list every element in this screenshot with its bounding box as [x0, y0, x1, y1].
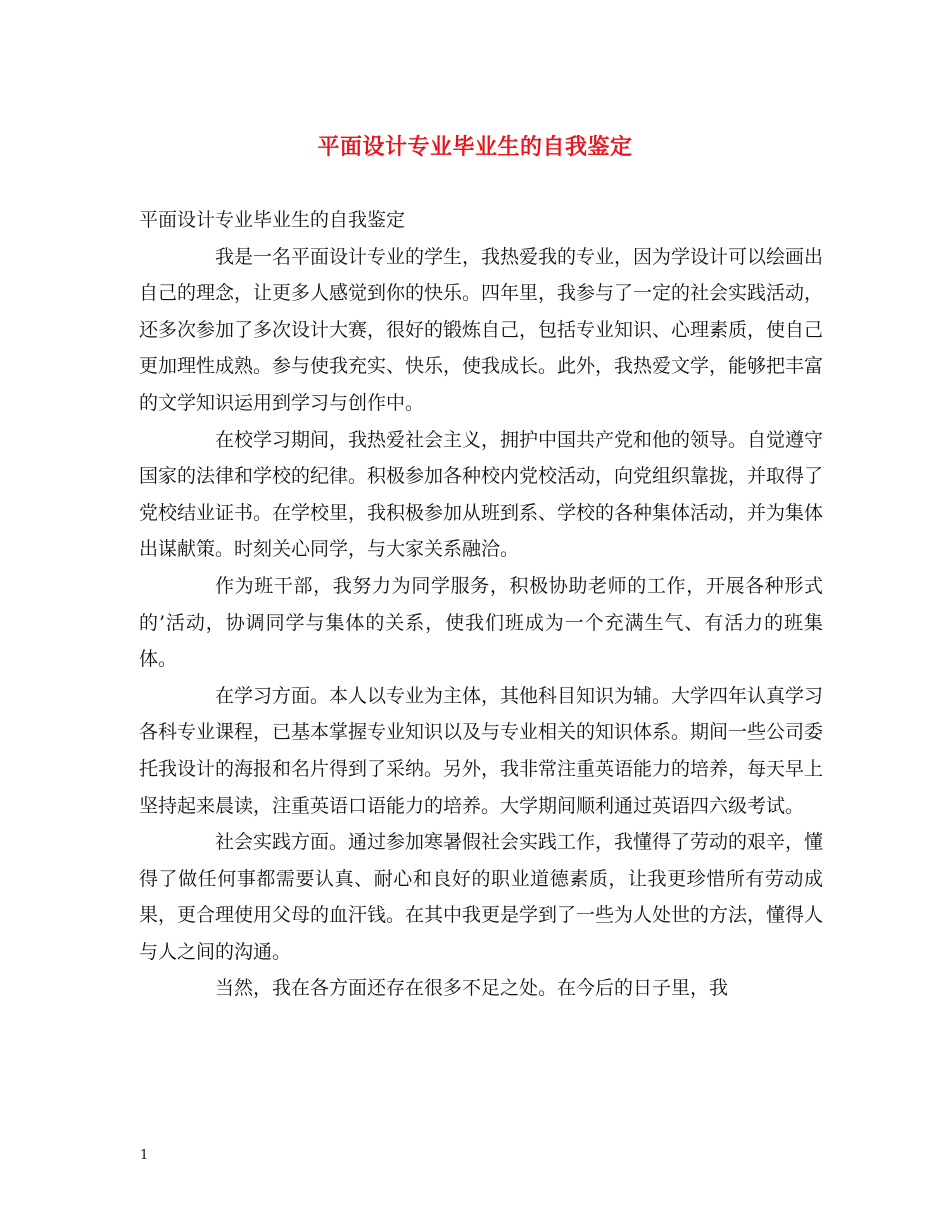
paragraph: 社会实践方面。通过参加寒暑假社会实践工作，我懂得了劳动的艰辛，懂得了做任何事都需要认真、耐心和良好的职业道德素质，让我更珍惜所有劳动成果，更合理使用父母的血汗钱。在其中我更是学到了一些为人处世的方法，懂得人与人之间的沟通。 — [139, 831, 824, 963]
paragraph: 我是一名平面设计专业的学生，我热爱我的专业，因为学设计可以绘画出自己的理念，让更多人感觉到你的快乐。四年里，我参与了一定的社会实践活动，还多次参加了多次设计大赛，很好的锻炼自己，包括专业知识、心理素质，使自己更加理性成熟。参与使我充实、快乐，使我成长。此外，我热爱文学，能够把丰富的文学知识运用到学习与创作中。 — [139, 245, 824, 414]
paragraph: 在学习方面。本人以专业为主体，其他科目知识为辅。大学四年认真学习各科专业课程，已基本掌握专业知识以及与专业相关的知识体系。期间一些公司委托我设计的海报和名片得到了采纳。另外，我非常注重英语能力的培养，每天早上坚持起来晨读，注重英语口语能力的培养。大学期间顺利通过英语四六级考试。 — [139, 684, 824, 817]
paragraph: 当然，我在各方面还存在很多不足之处。在今后的日子里，我 — [215, 977, 729, 1000]
paragraph: 在校学习期间，我热爱社会主义，拥护中国共产党和他的领导。自觉遵守国家的法律和学校的纪律。积极参加各种校内党校活动，向党组织靠拢，并取得了党校结业证书。在学校里，我积极参加从班到系、学校的各种集体活动，并为集体出谋献策。时刻关心同学，与大家关系融洽。 — [139, 428, 824, 561]
document-subtitle: 平面设计专业毕业生的自我鉴定 — [139, 209, 406, 231]
document-title: 平面设计专业毕业生的自我鉴定 — [317, 134, 633, 160]
document-body — [139, 202, 823, 1007]
page-number: 1 — [140, 1148, 149, 1163]
paragraph: 作为班干部，我努力为同学服务，积极协助老师的工作，开展各种形式的’活动，协调同学与集体的关系，使我们班成为一个充满生气、有活力的班集体。 — [139, 574, 823, 671]
